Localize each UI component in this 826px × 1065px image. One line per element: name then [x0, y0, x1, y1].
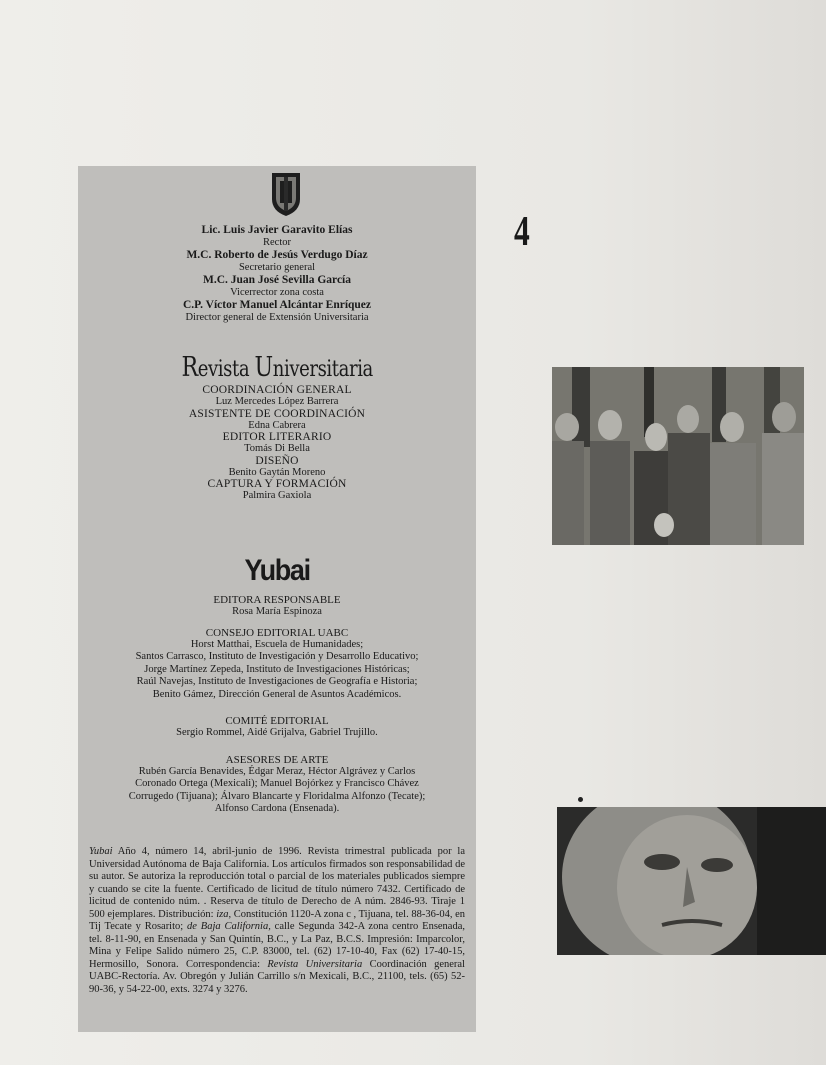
editora-heading: EDITORA RESPONSABLE: [213, 594, 341, 606]
official-name: M.C. Roberto de Jesús Verdugo Díaz: [186, 249, 368, 261]
consejo-line: Santos Carrasco, Instituto de Investigación y Desarrollo Educativo;: [135, 651, 419, 662]
asesores-line: Corrugedo (Tijuana); Álvaro Blancarte y Floridalma Alfonzo (Tecate);: [128, 790, 426, 802]
official-role: Rector: [263, 237, 291, 248]
masthead-panel: [78, 166, 476, 1032]
consejo-line: Raúl Navejas, Instituto de Investigaciones de Geografía e Historia;: [136, 676, 418, 687]
yubai-editorial: [78, 594, 476, 816]
portrait-photo-image: [557, 807, 826, 955]
university-crest-icon: [270, 171, 302, 217]
staff-heading: CAPTURA Y FORMACIÓN: [207, 478, 347, 490]
official-role: Secretario general: [238, 262, 316, 273]
consejo-heading: CONSEJO EDITORIAL UABC: [205, 626, 349, 639]
official-role: Director general de Extensión Universitaria: [185, 312, 369, 323]
staff-person: Palmira Gaxiola: [242, 490, 312, 501]
staff-person: Edna Cabrera: [248, 419, 306, 431]
officials-list: [78, 224, 476, 324]
consejo-line: Horst Matthai, Escuela de Humanidades;: [190, 638, 364, 650]
asesores-line: Coronado Ortega (Mexicali); Manuel Bojórkez y Francisco Chávez: [135, 778, 419, 789]
staff-heading: COORDINACIÓN GENERAL: [202, 384, 352, 396]
asesores-line: Rubén García Benavides, Édgar Meraz, Héctor Algrávez y Carlos: [138, 765, 416, 777]
credits-title: Yubai: [89, 846, 113, 857]
staff-person: Luz Mercedes López Barrera: [215, 396, 339, 407]
group-photo: [552, 367, 804, 545]
staff-heading: DISEÑO: [255, 454, 299, 467]
consejo-line: Jorge Martínez Zepeda, Instituto de Investigaciones Históricas;: [144, 663, 410, 675]
official-name: C.P. Víctor Manuel Alcántar Enríquez: [182, 299, 372, 311]
issue-number: 4: [514, 209, 530, 255]
comite-heading: COMITÉ EDITORIAL: [225, 715, 329, 727]
consejo-line: Benito Gámez, Dirección General de Asuntos Académicos.: [152, 688, 402, 700]
staff-heading: ASISTENTE DE COORDINACIÓN: [188, 407, 366, 420]
official-name: Lic. Luis Javier Garavito Elías: [201, 224, 353, 236]
asesores-line: Alfonso Cardona (Ensenada).: [214, 803, 340, 814]
group-photo-image: [552, 367, 804, 545]
revista-staff: [78, 384, 476, 502]
yubai-logo: Yubai: [244, 554, 310, 587]
official-role: Vicerrector zona costa: [230, 287, 324, 298]
asesores-heading: ASESORES DE ARTE: [225, 753, 329, 766]
editora-name: Rosa María Espinoza: [232, 606, 322, 617]
revista-universitaria-logo: Revista Universitaria: [181, 352, 373, 383]
staff-person: Benito Gaytán Moreno: [228, 466, 326, 478]
official-name: M.C. Juan José Sevilla García: [202, 274, 351, 286]
publication-credits: Yubai Año 4, número 14, abril-junio de 1996. Revista trimestral publicada por la Universidad Autónoma de Baja California. Los artículos firmados son responsabilidad de su autor. Se autoriza la reproducción total o parcial de los materiales publicados siempre y cuando se cite la fuente. Certificado de licitud de título número 7432. Certificado de licitud de contenido núm. . Reserva de título de Derecho de A núm. 2846-93. Tiraje 1 500 ejemplares. Distribución: iza, Constitución 1120-A zona c , Tijuana, tel. 88-36-04, en Tij Tecate y Rosarito; de Baja California, calle Segunda 342-A zona centro Ensenada, tel. 8-11-90, en Ensenada y San Quintín, B.C., y La Paz, B.C.S. Impresión: Imparcolor, Mina y Felipe Salido número 25, C.P. 83000, tel. (62) 17-10-40, Fax (62) 17-40-15, Hermosillo, Sonora. Correspondencia: Revista Universitaria Coordinación general UABC-Rectoría. Av. Obregón y Julián Carrillo s/n Mexicali, B.C., 21100, tels. (65) 52-90-36, y 54-22-00, exts. 3274 y 3276.: [89, 846, 466, 995]
staff-heading: EDITOR LITERARIO: [222, 431, 332, 443]
staff-person: Tomás Di Bella: [244, 443, 310, 454]
portrait-photo: [557, 807, 826, 955]
page-mark: [578, 797, 583, 802]
comite-line: Sergio Rommel, Aidé Grijalva, Gabriel Trujillo.: [176, 727, 378, 738]
